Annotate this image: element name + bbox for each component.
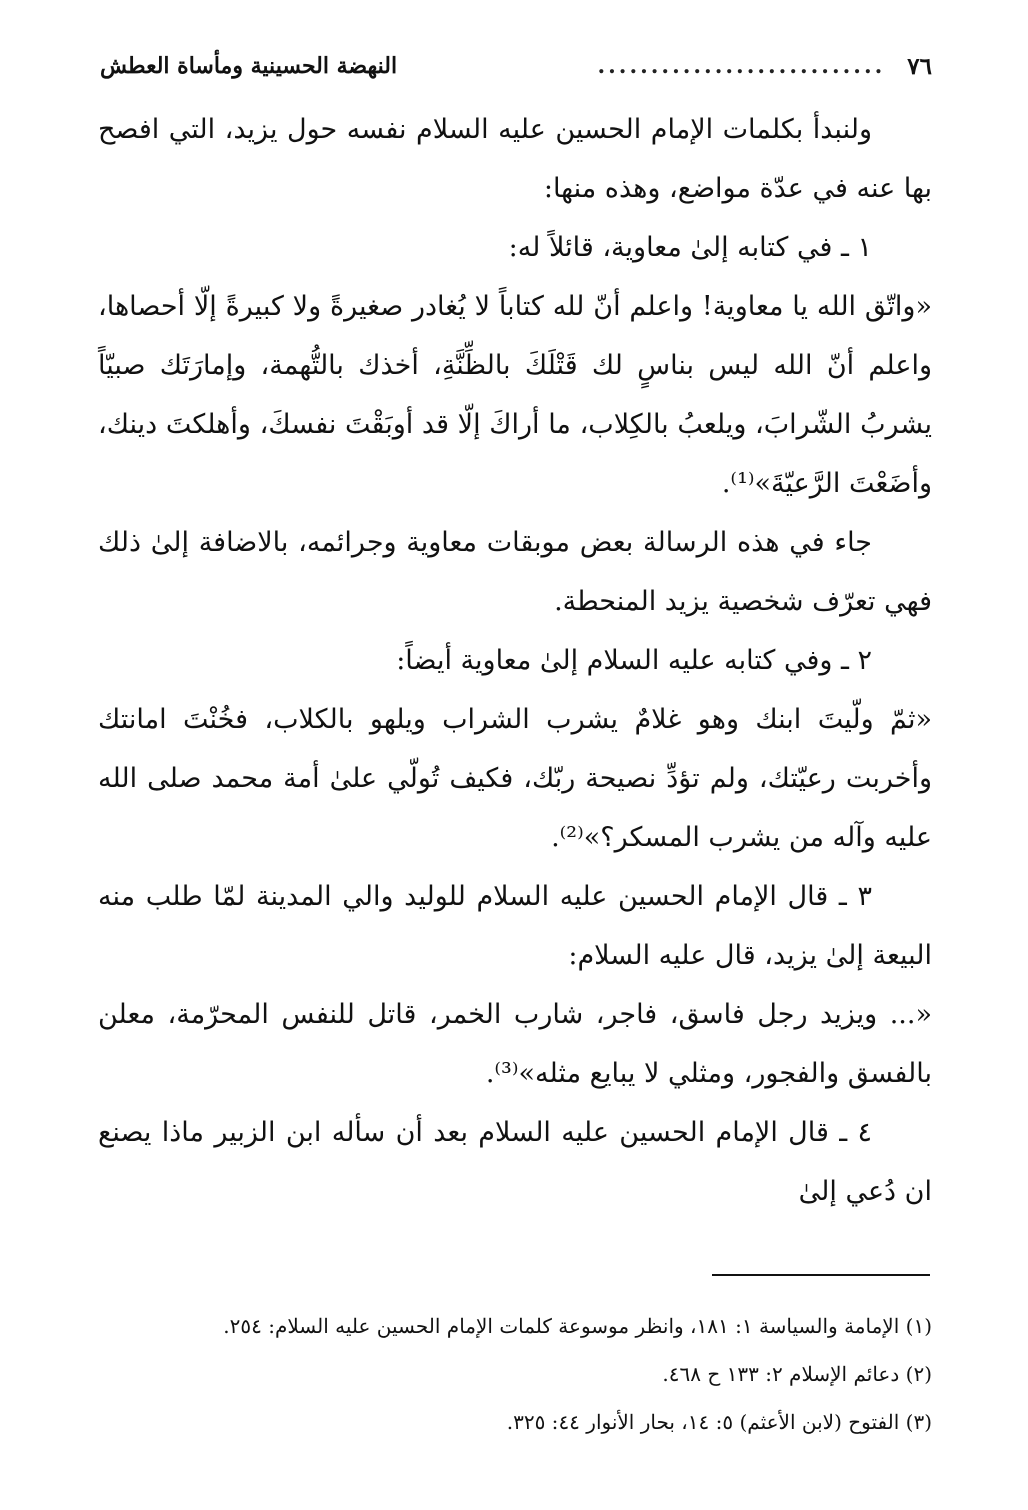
paragraph-quote-2: «ثمّ ولّيتَ ابنك وهو غلامٌ يشرب الشراب ويلهو بالكلاب، فخُنْتَ امانتك وأخربت رعيّتك، ولم تؤدِّ نصيحة ربّك، فكيف تُولّي علىٰ أمة محمد صلى الله عليه وآله من يشرب المسكر؟»⁽²⁾. — [98, 704, 932, 853]
paragraph-item-3-heading: ٣ ـ قال الإمام الحسين عليه السلام للوليد والي المدينة لمّا طلب منه البيعة إلىٰ يزيد، قال عليه السلام: — [98, 881, 932, 971]
footnote-separator — [712, 1274, 930, 1276]
footnote-3: (٣) الفتوح (لابن الأعثم) ٥: ١٤، بحار الأنوار ٤٤: ٣٢٥. — [506, 1410, 932, 1434]
paragraph-item-1-heading: ١ ـ في كتابه إلىٰ معاوية، قائلاً له: — [508, 232, 872, 263]
paragraph-intro: ولنبدأ بكلمات الإمام الحسين عليه السلام نفسه حول يزيد، التي افصح بها عنه في عدّة مواضع، وهذه منها: — [98, 114, 932, 204]
paragraph-quote-1: «واتّق الله يا معاوية! واعلم أنّ لله كتاباً لا يُغادر صغيرةً ولا كبيرةً إلّا أحصاها، واعلم أنّ الله ليس بناسٍ لك قَتْلَكَ بالظِّنَّةِ، أخذك بالتُّهمة، وإمارَتَك صبيّاً يشربُ الشّرابَ، ويلعبُ بالكِلاب، ما أراكَ إلّا قد أوبَقْتَ نفسكَ، وأهلكتَ دينك، وأضَعْتَ الرَّعيّةَ»⁽¹⁾. — [98, 291, 932, 499]
footnotes — [98, 1302, 932, 1446]
header-leader-dots: ........................... — [597, 53, 886, 79]
page-number: ٧٦ — [907, 52, 932, 80]
page-header — [100, 46, 932, 86]
paragraph-commentary: جاء في هذه الرسالة بعض موبقات معاوية وجرائمه، بالاضافة إلىٰ ذلك فهي تعرّف شخصية يزيد المنحطة. — [98, 527, 932, 617]
paragraph-item-4-heading: ٤ ـ قال الإمام الحسين عليه السلام بعد أن سأله ابن الزبير ماذا يصنع ان دُعي إلىٰ — [98, 1117, 932, 1207]
main-text — [98, 100, 932, 1221]
paragraph-item-2-heading: ٢ ـ وفي كتابه عليه السلام إلىٰ معاوية أيضاً: — [396, 645, 872, 676]
running-title: النهضة الحسينية ومأساة العطش — [100, 53, 398, 79]
footnote-2: (٢) دعائم الإسلام ٢: ١٣٣ ح ٤٦٨. — [662, 1362, 932, 1386]
footnote-1: (١) الإمامة والسياسة ١: ١٨١، وانظر موسوعة كلمات الإمام الحسين عليه السلام: ٢٥٤. — [223, 1314, 932, 1338]
paragraph-quote-3: «... ويزيد رجل فاسق، فاجر، شارب الخمر، قاتل للنفس المحرّمة، معلن بالفسق والفجور، ومثلي لا يبايع مثله»⁽³⁾. — [98, 999, 932, 1089]
